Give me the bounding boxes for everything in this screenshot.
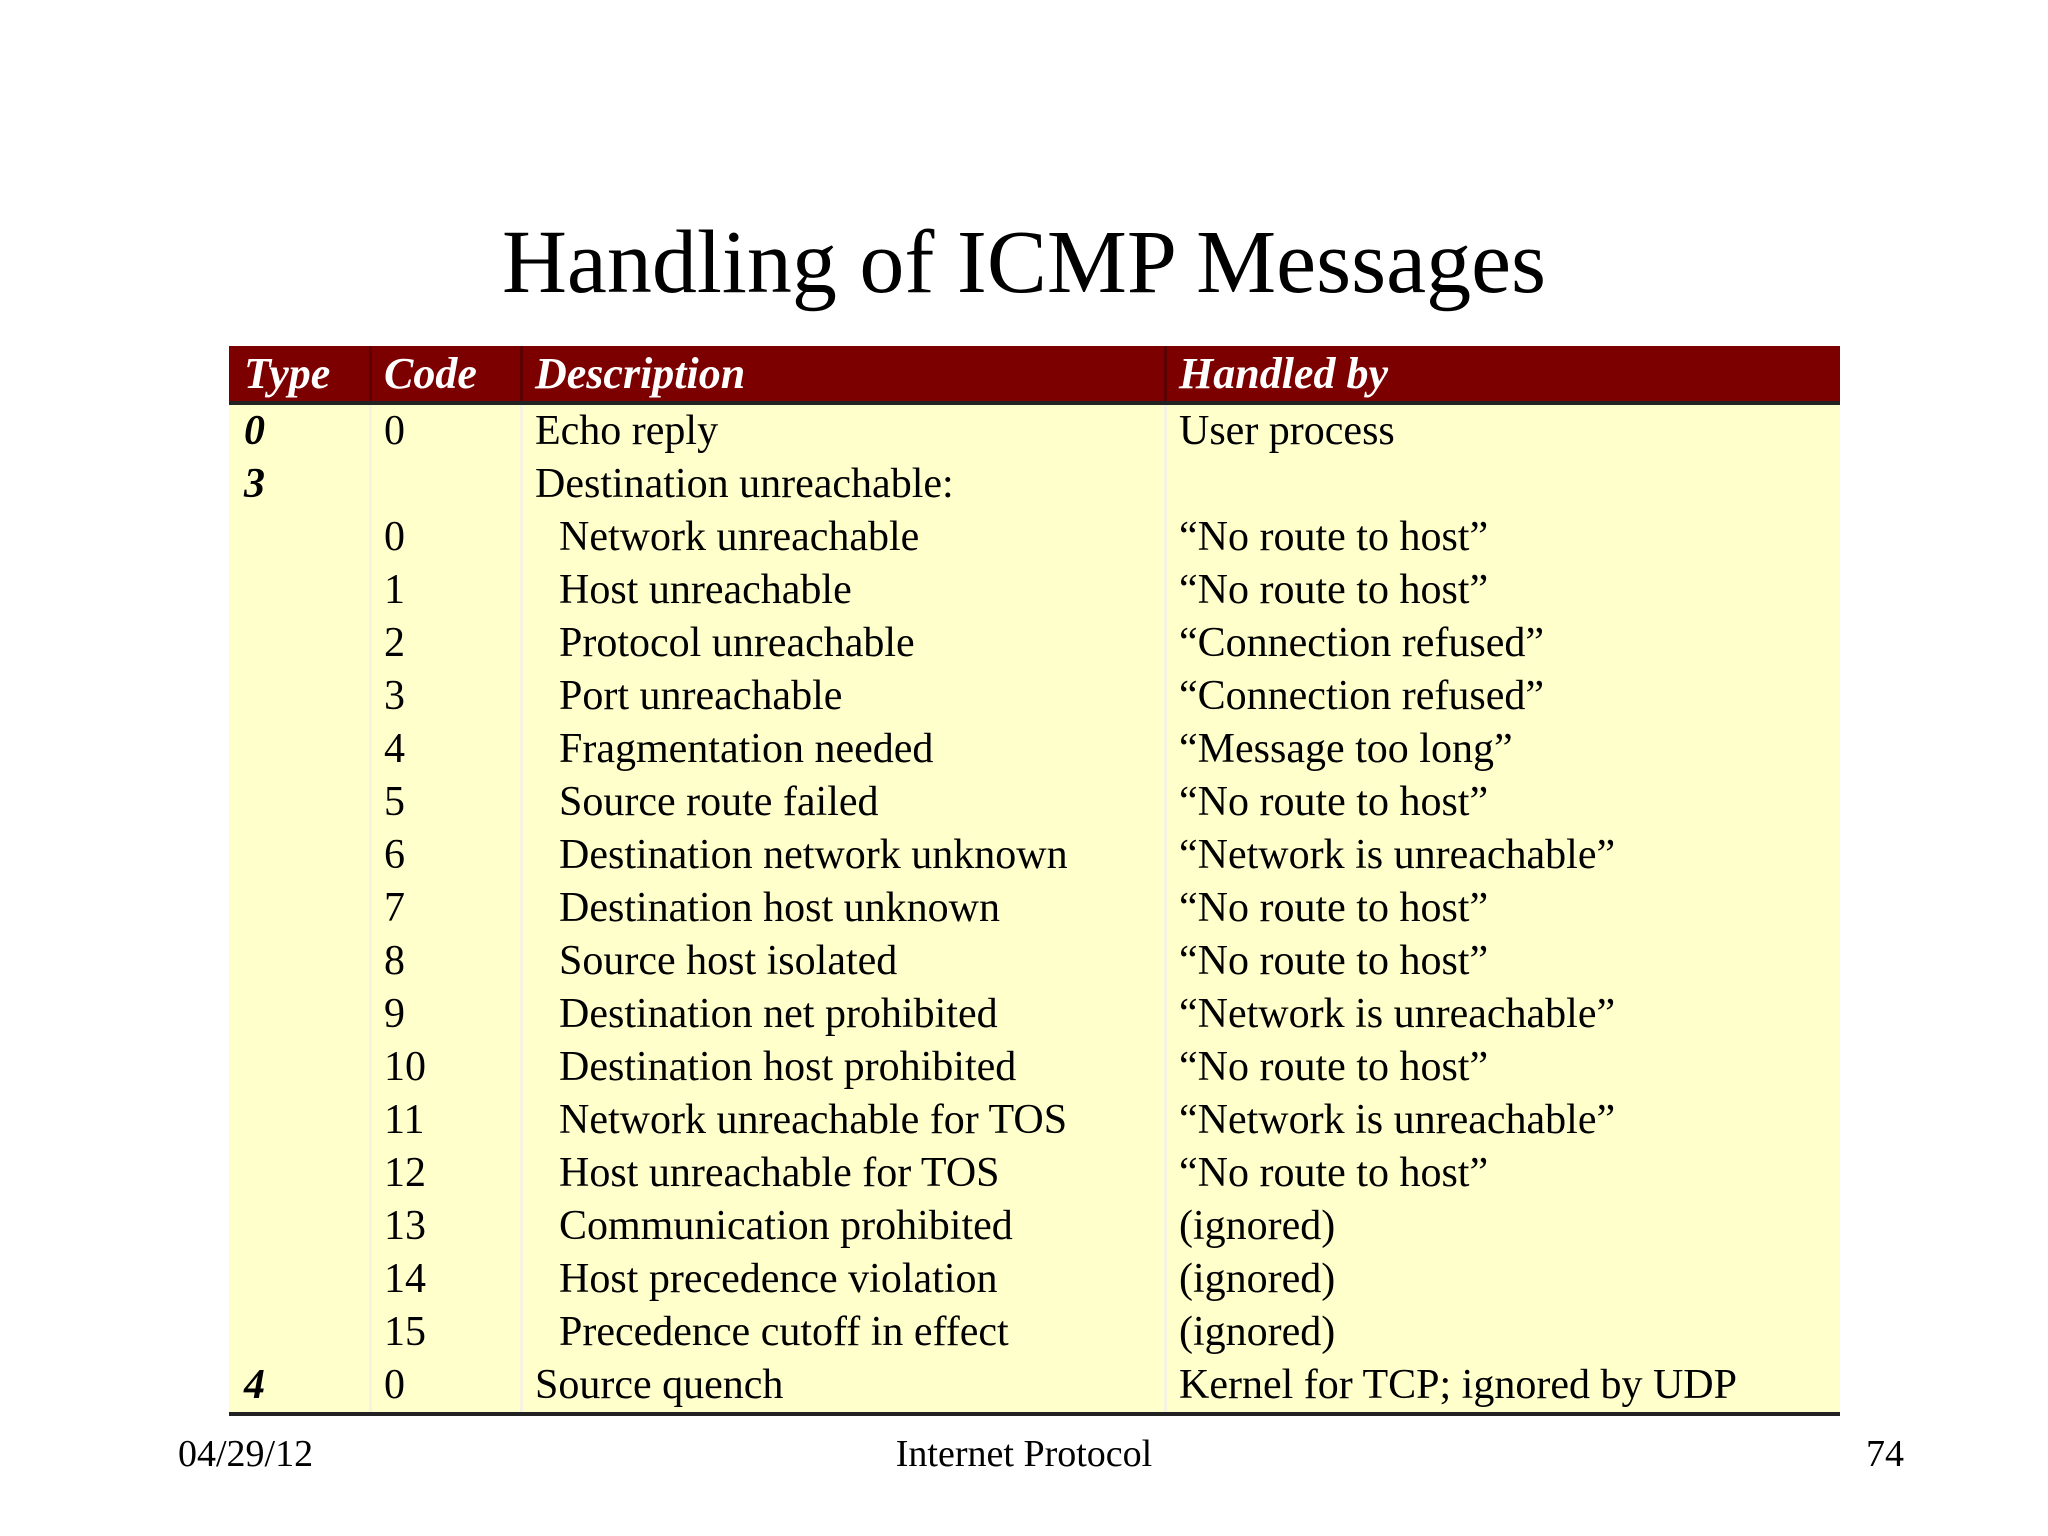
description-cell: Destination unreachable: bbox=[520, 458, 1164, 511]
code-cell: 0 bbox=[369, 405, 520, 458]
type-cell bbox=[229, 1253, 369, 1306]
description-text: Host unreachable bbox=[559, 567, 852, 613]
description-text: Protocol unreachable bbox=[559, 620, 915, 666]
handled-by-cell: “No route to host” bbox=[1164, 882, 1840, 935]
table-row bbox=[229, 1253, 1840, 1306]
description-cell bbox=[520, 617, 1164, 670]
code-cell: 14 bbox=[369, 1253, 520, 1306]
type-cell bbox=[229, 564, 369, 617]
type-cell bbox=[229, 935, 369, 988]
description-cell bbox=[520, 882, 1164, 935]
code-cell: 11 bbox=[369, 1094, 520, 1147]
handled-by-cell: “Network is unreachable” bbox=[1164, 829, 1840, 882]
description-cell bbox=[520, 1253, 1164, 1306]
description-cell bbox=[520, 1306, 1164, 1359]
table-row bbox=[229, 564, 1840, 617]
description-cell bbox=[520, 1147, 1164, 1200]
code-cell: 2 bbox=[369, 617, 520, 670]
description-text: Precedence cutoff in effect bbox=[559, 1309, 1009, 1355]
table-header-row bbox=[229, 346, 1840, 405]
footer-title: Internet Protocol bbox=[895, 1433, 1153, 1475]
type-cell bbox=[229, 1147, 369, 1200]
description-text: Source host isolated bbox=[559, 938, 898, 984]
description-cell bbox=[520, 1200, 1164, 1253]
code-cell: 13 bbox=[369, 1200, 520, 1253]
handled-by-cell: (ignored) bbox=[1164, 1306, 1840, 1359]
description-text: Communication prohibited bbox=[559, 1203, 1013, 1249]
handled-by-cell: “Network is unreachable” bbox=[1164, 988, 1840, 1041]
description-cell bbox=[520, 988, 1164, 1041]
type-cell: 3 bbox=[244, 461, 265, 507]
code-cell: 3 bbox=[369, 670, 520, 723]
type-cell bbox=[229, 670, 369, 723]
handled-by-cell: “No route to host” bbox=[1164, 776, 1840, 829]
table-row bbox=[229, 988, 1840, 1041]
type-cell: 0 bbox=[244, 408, 265, 454]
handled-by-cell: Kernel for TCP; ignored by UDP bbox=[1164, 1359, 1840, 1412]
table-body bbox=[229, 405, 1840, 1416]
type-cell bbox=[229, 511, 369, 564]
description-text: Host unreachable for TOS bbox=[559, 1150, 1000, 1196]
icmp-table bbox=[229, 346, 1840, 1416]
handled-by-cell: “Network is unreachable” bbox=[1164, 1094, 1840, 1147]
table-row bbox=[229, 1359, 1840, 1412]
table-row bbox=[229, 1306, 1840, 1359]
description-cell bbox=[520, 1041, 1164, 1094]
description-text: Destination network unknown bbox=[559, 832, 1068, 878]
description-text: Fragmentation needed bbox=[559, 726, 934, 772]
description-text: Network unreachable for TOS bbox=[559, 1097, 1068, 1143]
code-cell: 12 bbox=[369, 1147, 520, 1200]
description-cell bbox=[520, 1094, 1164, 1147]
code-cell: 4 bbox=[369, 723, 520, 776]
code-cell bbox=[369, 458, 520, 511]
footer-date: 04/29/12 bbox=[178, 1433, 314, 1475]
type-cell bbox=[229, 988, 369, 1041]
description-cell bbox=[520, 511, 1164, 564]
table-row bbox=[229, 1147, 1840, 1200]
header-handled-by: Handled by bbox=[1164, 346, 1840, 401]
description-cell bbox=[520, 564, 1164, 617]
table-row bbox=[229, 458, 1840, 511]
handled-by-cell bbox=[1164, 458, 1840, 511]
description-text: Destination host unknown bbox=[559, 885, 1000, 931]
code-cell: 0 bbox=[369, 511, 520, 564]
table-row bbox=[229, 1094, 1840, 1147]
handled-by-cell: (ignored) bbox=[1164, 1200, 1840, 1253]
code-cell: 1 bbox=[369, 564, 520, 617]
table-row bbox=[229, 670, 1840, 723]
code-cell: 6 bbox=[369, 829, 520, 882]
handled-by-cell: “No route to host” bbox=[1164, 1147, 1840, 1200]
header-type: Type bbox=[244, 349, 331, 398]
type-cell bbox=[229, 1094, 369, 1147]
type-cell bbox=[229, 829, 369, 882]
type-cell bbox=[229, 776, 369, 829]
handled-by-cell: “Connection refused” bbox=[1164, 670, 1840, 723]
code-cell: 9 bbox=[369, 988, 520, 1041]
description-cell bbox=[520, 935, 1164, 988]
description-text: Source route failed bbox=[559, 779, 879, 825]
handled-by-cell: “No route to host” bbox=[1164, 511, 1840, 564]
table-row bbox=[229, 882, 1840, 935]
code-cell: 10 bbox=[369, 1041, 520, 1094]
description-text: Network unreachable bbox=[559, 514, 920, 560]
description-cell bbox=[520, 723, 1164, 776]
table-row bbox=[229, 1041, 1840, 1094]
description-cell bbox=[520, 670, 1164, 723]
description-cell bbox=[520, 829, 1164, 882]
description-text: Destination host prohibited bbox=[559, 1044, 1017, 1090]
handled-by-cell: “No route to host” bbox=[1164, 1041, 1840, 1094]
handled-by-cell: (ignored) bbox=[1164, 1253, 1840, 1306]
header-code: Code bbox=[369, 346, 520, 401]
description-text: Destination net prohibited bbox=[559, 991, 998, 1037]
table-row bbox=[229, 617, 1840, 670]
code-cell: 7 bbox=[369, 882, 520, 935]
handled-by-cell: “No route to host” bbox=[1164, 935, 1840, 988]
type-cell bbox=[229, 1200, 369, 1253]
type-cell bbox=[229, 617, 369, 670]
table-row bbox=[229, 829, 1840, 882]
code-cell: 0 bbox=[369, 1359, 520, 1412]
handled-by-cell: “Connection refused” bbox=[1164, 617, 1840, 670]
type-cell bbox=[229, 1306, 369, 1359]
description-cell: Echo reply bbox=[520, 405, 1164, 458]
handled-by-cell: “Message too long” bbox=[1164, 723, 1840, 776]
type-cell bbox=[229, 882, 369, 935]
slide-title: Handling of ICMP Messages bbox=[501, 213, 1547, 312]
page-number: 74 bbox=[1866, 1433, 1904, 1475]
header-description: Description bbox=[520, 346, 1164, 401]
table-row bbox=[229, 405, 1840, 458]
type-cell: 4 bbox=[244, 1362, 265, 1408]
table-row bbox=[229, 776, 1840, 829]
type-cell bbox=[229, 723, 369, 776]
description-cell bbox=[520, 776, 1164, 829]
description-text: Host precedence violation bbox=[559, 1256, 998, 1302]
code-cell: 15 bbox=[369, 1306, 520, 1359]
code-cell: 8 bbox=[369, 935, 520, 988]
code-cell: 5 bbox=[369, 776, 520, 829]
handled-by-cell: “No route to host” bbox=[1164, 564, 1840, 617]
table-row bbox=[229, 511, 1840, 564]
table-row bbox=[229, 723, 1840, 776]
table-row bbox=[229, 1200, 1840, 1253]
handled-by-cell: User process bbox=[1164, 405, 1840, 458]
type-cell bbox=[229, 1041, 369, 1094]
description-text: Port unreachable bbox=[559, 673, 843, 719]
description-cell: Source quench bbox=[520, 1359, 1164, 1412]
table-row bbox=[229, 935, 1840, 988]
